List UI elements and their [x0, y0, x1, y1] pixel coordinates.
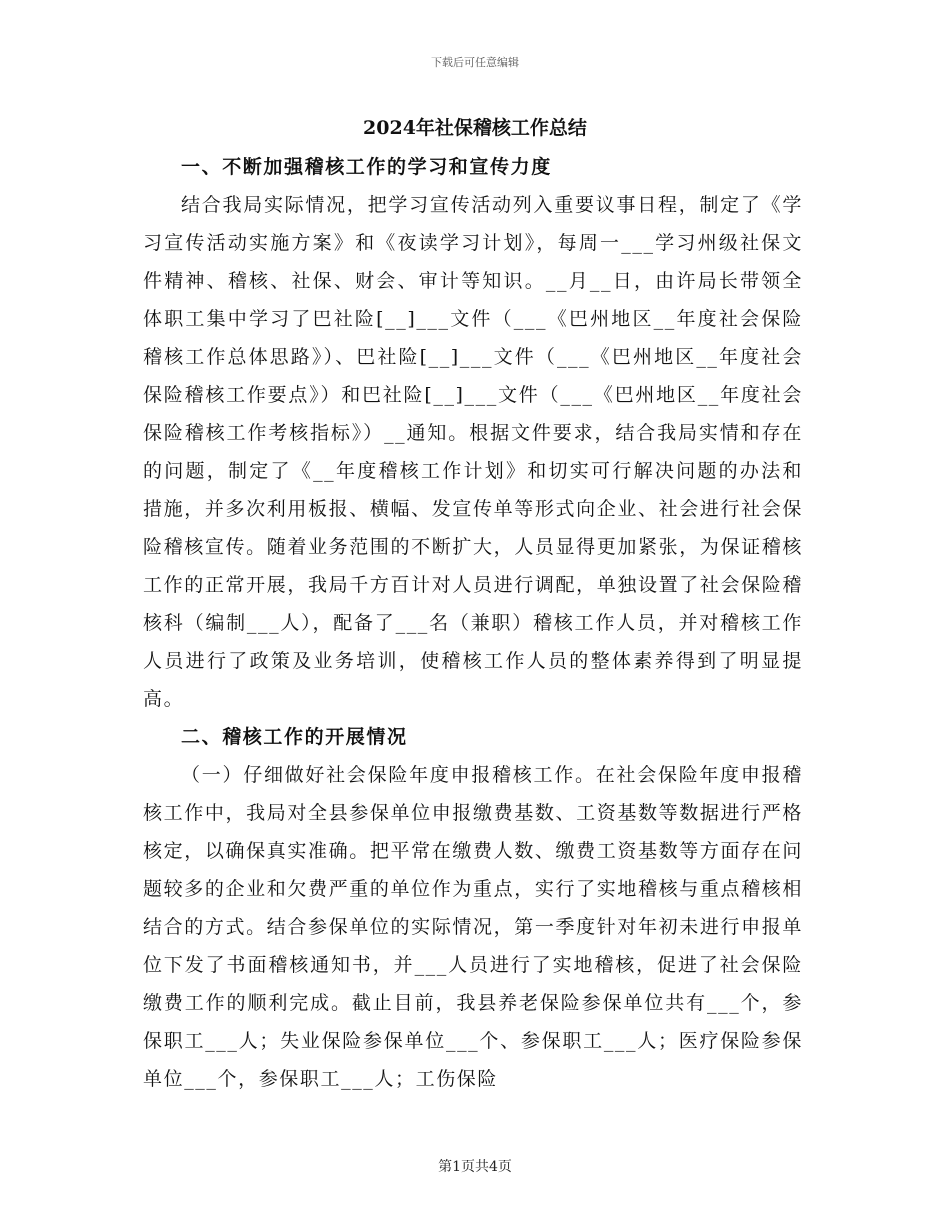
section-1-heading: 一、不断加强稽核工作的学习和宣传力度: [181, 156, 552, 178]
page-header-note: 下载后可任意编辑: [431, 56, 519, 69]
document-title: 2024年社保稽核工作总结: [363, 117, 587, 139]
section-2-paragraph: （一）仔细做好社会保险年度申报稽核工作。在社会保险年度申报稽核工作中，我局对全县参保单位申报缴费基数、工资基数等数据进行严格核定，以确保真实准确。把平常在缴费人数、缴费工资基数等方面存在问题较多的企业和欠费严重的单位作为重点，实行了实地稽核与重点稽核相结合的方式。结合参保单位的实际情况，第一季度针对年初未进行申报单位下发了书面稽核通知书，并___人员进行了实地稽核，促进了社会保险缴费工作的顺利完成。截止目前，我县养老保险参保单位共有___个，参保职工___人；失业保险参保单位___个、参保职工___人；医疗保险参保单位___个，参保职工___人；工伤保险: [143, 764, 803, 1090]
page-number: 第1页共4页: [438, 1159, 512, 1175]
section-1-paragraph: 结合我局实际情况，把学习宣传活动列入重要议事日程，制定了《学习宣传活动实施方案》和《夜读学习计划》，每周一___学习州级社保文件精神、稽核、社保、财会、审计等知识。__月__日，由许局长带领全体职工集中学习了巴社险[__]___文件（___《巴州地区__年度社会保险稽核工作总体思路》）、巴社险[__]___文件（___《巴州地区__年度社会保险稽核工作要点》）和巴社险[__]___文件（___《巴州地区__年度社会保险稽核工作考核指标》）__通知。根据文件要求，结合我局实情和存在的问题，制定了《__年度稽核工作计划》和切实可行解决问题的办法和措施，并多次利用板报、横幅、发宣传单等形式向企业、社会进行社会保险稽核宣传。随着业务范围的不断扩大，人员显得更加紧张，为保证稽核工作的正常开展，我局千方百计对人员进行调配，单独设置了社会保险稽核科（编制___人），配备了___名（兼职）稽核工作人员，并对稽核工作人员进行了政策及业务培训，使稽核工作人员的整体素养得到了明显提高。: [143, 194, 803, 710]
document-body: [143, 148, 803, 1098]
section-2-heading: 二、稽核工作的开展情况: [181, 726, 408, 748]
